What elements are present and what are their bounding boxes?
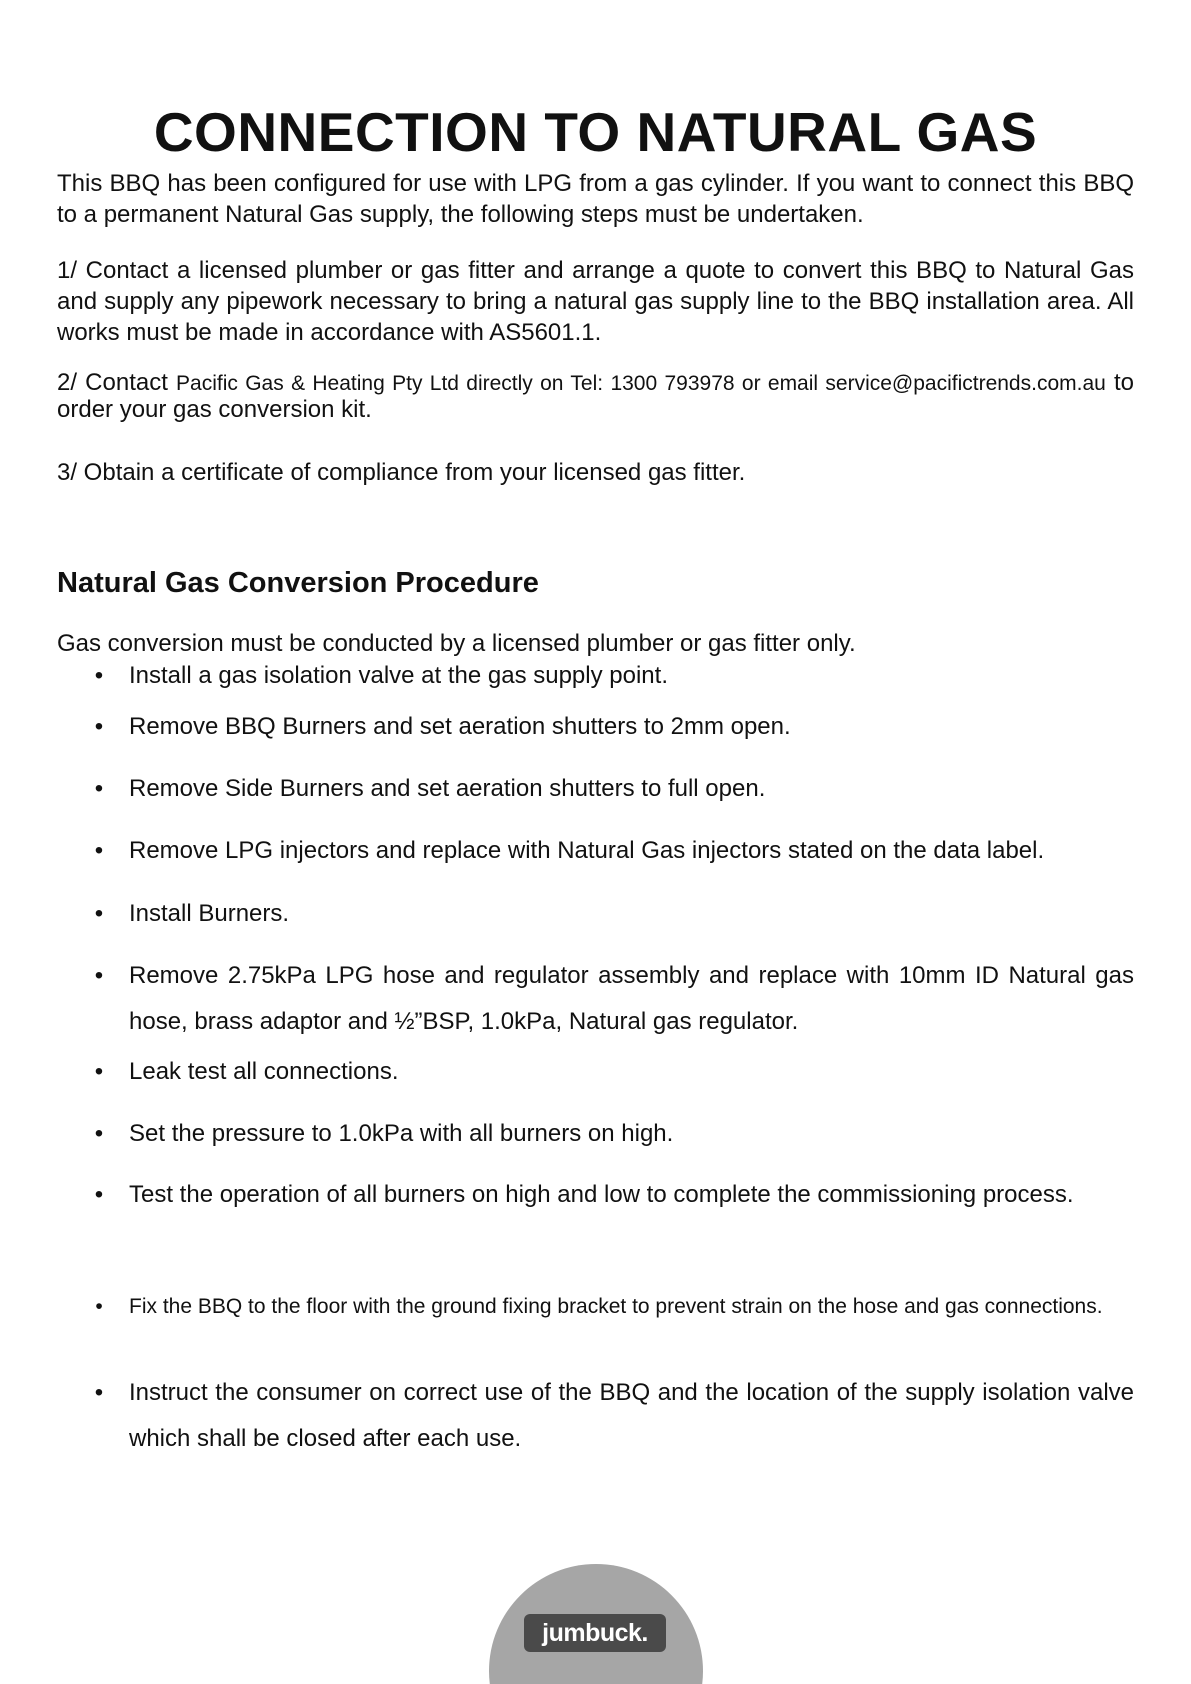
bullet-text: Test the operation of all burners on high and low to complete the commissioning process.: [129, 1181, 1074, 1208]
bullet-item: [92, 1290, 1134, 1324]
bullet-item: [92, 835, 1134, 866]
bullet-icon: •: [94, 962, 104, 989]
bullet-item: [92, 1056, 1134, 1087]
bullet-text: Fix the BBQ to the floor with the ground fixing bracket to prevent strain on the hose and gas connections.: [129, 1295, 1103, 1318]
page-title: CONNECTION TO NATURAL GAS: [153, 101, 1038, 163]
bullet-item: [92, 1172, 1134, 1218]
bullet-text: Leak test all connections.: [129, 1058, 399, 1085]
step-2-paragraph: [57, 370, 1134, 423]
bullet-text: Set the pressure to 1.0kPa with all burners on high.: [129, 1120, 674, 1147]
bullet-text: Remove Side Burners and set aeration shutters to full open.: [129, 775, 766, 802]
step-2-tail: to order your gas conversion kit.: [57, 369, 1135, 423]
bullet-icon: •: [94, 1379, 104, 1406]
bullet-text: Remove LPG injectors and replace with Natural Gas injectors stated on the data label.: [129, 837, 1045, 864]
bullet-item: [92, 773, 1134, 804]
intro-paragraph: This BBQ has been configured for use with LPG from a gas cylinder. If you want to connect this BBQ to a permanent Natural Gas supply, the following steps must be undertaken.: [57, 170, 1134, 228]
bullet-text: Install a gas isolation valve at the gas supply point.: [129, 662, 668, 689]
bullet-icon: •: [94, 900, 104, 927]
jumbuck-logo: jumbuck.: [524, 1614, 666, 1652]
bullet-icon: •: [94, 662, 104, 689]
bullet-icon: •: [94, 837, 104, 864]
bullet-text: Install Burners.: [129, 900, 290, 927]
bullet-item: [92, 1118, 1134, 1149]
bullet-text: Remove BBQ Burners and set aeration shutters to 2mm open.: [129, 713, 791, 740]
bullet-item: [92, 953, 1134, 1045]
footer-logo: [489, 1564, 703, 1684]
bullet-item: [92, 1370, 1134, 1462]
bullet-item: [92, 660, 1134, 691]
step-2-lead: 2/ Contact: [57, 369, 177, 396]
step-3-paragraph: 3/ Obtain a certificate of compliance from your licensed gas fitter.: [57, 459, 746, 486]
bullet-icon: •: [94, 775, 104, 802]
bullet-icon: •: [95, 1295, 103, 1318]
section-heading: Natural Gas Conversion Procedure: [57, 567, 539, 599]
bullet-item: [92, 711, 1134, 742]
section-intro: Gas conversion must be conducted by a licensed plumber or gas fitter only.: [57, 630, 856, 657]
step-2-contact: Pacific Gas & Heating Pty Ltd directly on Tel: 1300 793978 or email service@pacifictrends.com.au: [176, 372, 1106, 395]
bullet-icon: •: [94, 1181, 104, 1208]
bullet-icon: •: [94, 713, 104, 740]
bullet-text: Remove 2.75kPa LPG hose and regulator assembly and replace with 10mm ID Natural gas hose, brass adaptor and ½”BSP, 1.0kPa, Natural gas regulator.: [129, 962, 1134, 1035]
bullet-text: Instruct the consumer on correct use of the BBQ and the location of the supply isolation valve which shall be closed after each use.: [129, 1379, 1134, 1452]
bullet-icon: •: [94, 1120, 104, 1147]
step-1-paragraph: 1/ Contact a licensed plumber or gas fitter and arrange a quote to convert this BBQ to Natural Gas and supply any pipework necessary to bring a natural gas supply line to the BBQ installation area. All works must be made in accordance with AS5601.1.: [57, 257, 1134, 346]
bullet-icon: •: [94, 1058, 104, 1085]
bullet-item: [92, 898, 1134, 929]
